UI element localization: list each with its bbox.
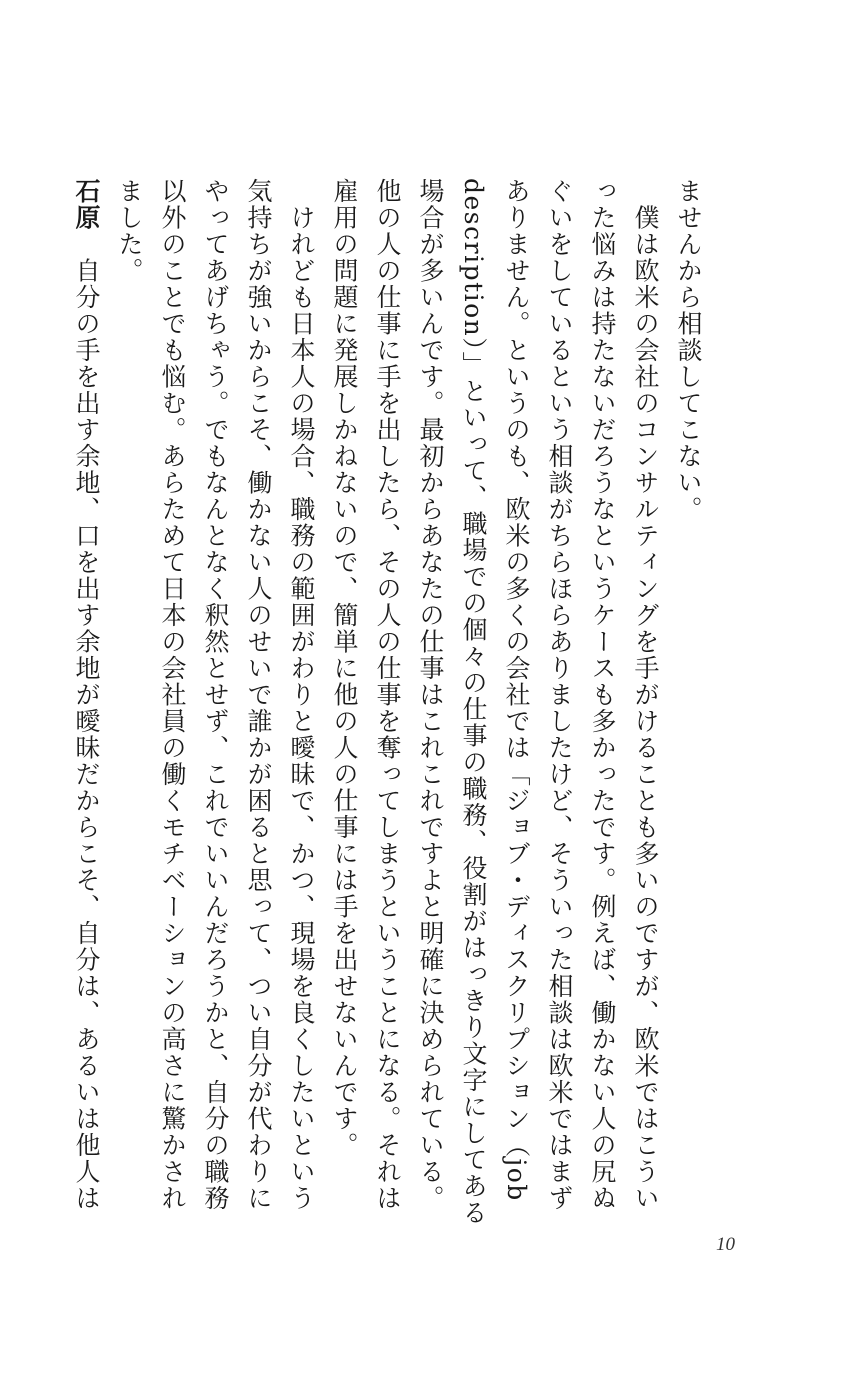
vertical-text-block [65, 178, 710, 1240]
page-number: 10 [716, 1234, 735, 1255]
text-line: ませんから相談してこない。 [674, 178, 703, 523]
text-line: 他の人の仕事に手を出したら、その人の仕事を奪ってしまうということになる。それは [373, 178, 402, 1212]
text-line: けれども日本人の場合、職務の範囲がわりと曖昧で、かつ、現場を良くしたいという [287, 178, 316, 1212]
text-line: 場合が多いんです。最初からあなたの仕事はこれこれですよと明確に決められている。 [416, 178, 445, 1212]
text-line: ありません。というのも、欧米の多くの会社では「ジョブ・ディスクリプション（job [502, 178, 531, 1202]
text-line: 雇用の問題に発展しかねないので、簡単に他の人の仕事には手を出せないんです。 [330, 178, 359, 1159]
text-line: った悩みは持たないだろうなというケースも多かったです。例えば、働かない人の尻ぬ [588, 178, 617, 1212]
speaker-line [65, 178, 108, 1240]
text-line: 気持ちが強いからこそ、働かない人のせいで誰かが困ると思って、つい自分が代わりに [244, 178, 273, 1212]
text-line: 以外のことでも悩む。あらためて日本の会社員の働くモチベーションの高さに驚かされ [158, 178, 187, 1212]
text-line: description）」といって、職場での個々の仕事の職務、役割がはっきり文字にしてある [459, 178, 488, 1226]
speaker-text: 自分の手を出す余地、口を出す余地が曖昧だからこそ、自分は、あるいは他人は [72, 231, 101, 1212]
text-line: 僕は欧米の会社のコンサルティングを手がけることも多いのですが、欧米ではこうい [631, 178, 660, 1212]
text-line: ぐいをしているという相談がちらほらありましたけど、そういった相談は欧米ではまず [545, 178, 574, 1212]
speaker-name: 石原 [72, 178, 101, 231]
text-line: ました。 [115, 178, 144, 284]
text-line: やってあげちゃう。でもなんとなく釈然とせず、これでいいんだろうかと、自分の職務 [201, 178, 230, 1212]
